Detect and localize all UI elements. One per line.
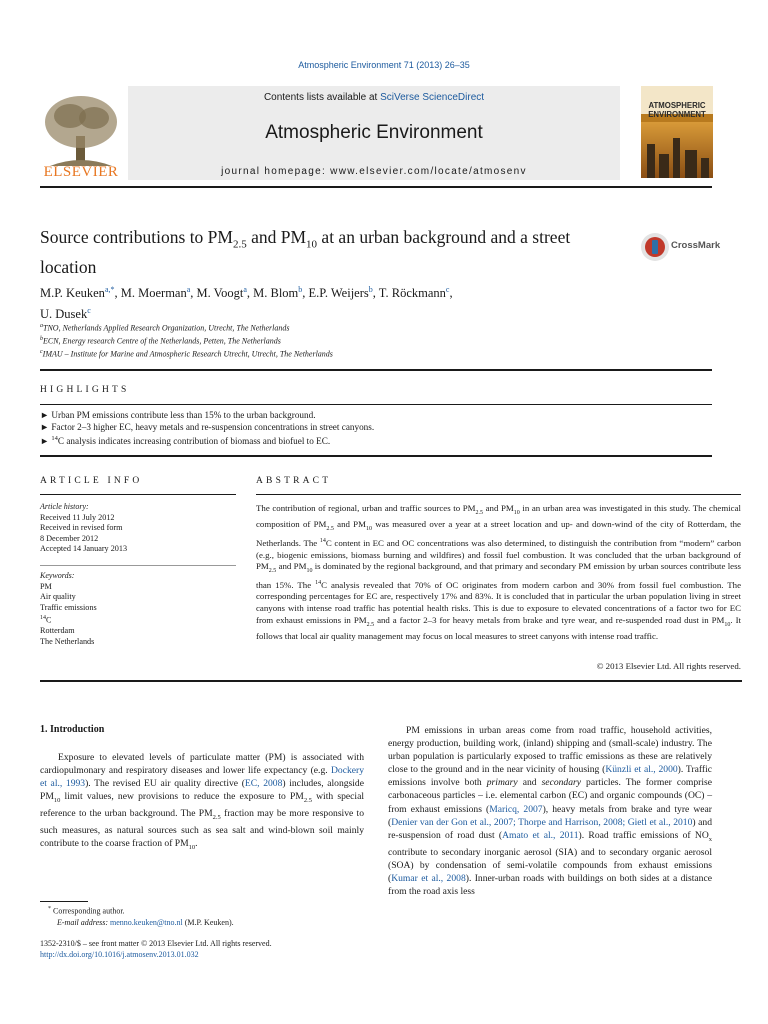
doi-link[interactable]: http://dx.doi.org/10.1016/j.atmosenv.2013.01.032 [40, 950, 199, 959]
abstract-rule-bottom [40, 680, 742, 682]
front-matter-note [40, 938, 272, 960]
issn-line: 1352-2310/$ – see front matter © 2013 Elsevier Ltd. All rights reserved. [40, 939, 272, 948]
keyword: Traffic emissions [40, 602, 97, 612]
highlight-item: ► Urban PM emissions contribute less than 15% to the urban background. [40, 410, 316, 420]
contents-prefix: Contents lists available at [263, 92, 381, 103]
keyword: The Netherlands [40, 636, 95, 646]
crossmark-label: CrossMark [671, 240, 721, 251]
corresponding-author-note: * Corresponding author. E-mail address: menno.keuken@tno.nl (M.P. Keuken). [48, 906, 234, 927]
keyword: PM [40, 581, 52, 591]
crossmark-badge[interactable] [640, 232, 721, 262]
reference-link[interactable]: Kumar et al., 2008 [391, 872, 466, 884]
history-line: Received 11 July 2012 [40, 512, 115, 522]
article-title: Source contributions to $PM_{2.5}$ and $PM_{10}$ at an urban background and a street location [40, 227, 571, 277]
keywords [40, 571, 236, 647]
highlight-item: ► $^{14}$C analysis indicates increasing contribution of biomass and biofuel to EC. [40, 435, 331, 447]
footnote-rule [40, 901, 88, 902]
author[interactable]: E.P. Weijers$^b$, [308, 285, 379, 301]
reference-link[interactable]: Dockery et al., 1993 [40, 765, 364, 790]
affiliation: $^b$ECN, Energy research Centre of the Netherlands, Petten, The Netherlands [40, 336, 281, 346]
reference-link[interactable]: Maricq, 2007 [489, 803, 543, 815]
reference-link[interactable]: Künzli et al., 2000 [605, 764, 678, 776]
intro-paragraph-1: Exposure to elevated levels of particulate matter (PM) is associated with cardiopulmonary and respiratory diseases and lower life expectancy (e.g. Dockery et al., 1993). The revised EU air quality directive (EC, 2008) includes, alongside $PM_{10}$ limit values, new provisions to reduce the exposure to $PM_{2.5}$ with special reference to the urban background. The $PM_{2.5}$ fraction may be more responsive to such measures, as natural sources such as sea salt and wind-blown soil mainly contribute to the coarse fraction of $PM_{10}$. [40, 752, 365, 852]
highlights-rule-top [40, 404, 712, 405]
affiliation: $^a$TNO, Netherlands Applied Research Organization, Utrecht, The Netherlands [40, 323, 290, 333]
abstract-rule [256, 494, 741, 495]
author[interactable]: M. Blom$^b$, [253, 285, 309, 301]
author-email-link[interactable]: menno.keuken@tno.nl [110, 917, 183, 927]
abstract-copyright: © 2013 Elsevier Ltd. All rights reserved. [596, 661, 741, 671]
cover-title-line1: ATMOSPHERIC [648, 101, 706, 110]
author[interactable]: M. Voogt$^a$, [196, 285, 254, 301]
journal-cover-image [641, 86, 713, 178]
highlight-item: ► Factor 2–3 higher EC, heavy metals and re-suspension concentrations in street canyons. [40, 422, 375, 432]
elsevier-logo [40, 92, 122, 182]
author[interactable]: M.P. Keuken$^{a,*}$, [40, 285, 121, 301]
author[interactable]: T. Röckmann$^c$, [378, 285, 453, 301]
reference-link[interactable]: Amato et al., 2011 [502, 829, 579, 841]
header-rule [40, 186, 712, 188]
intro-heading: 1. Introduction [40, 724, 105, 735]
abstract-heading: ABSTRACT [256, 476, 332, 486]
highlights-heading: HIGHLIGHTS [40, 385, 130, 395]
reference-link[interactable]: Denier van der Gon et al., 2007; Thorpe and Harrison, 2008; Gietl et al., 2010 [391, 816, 693, 828]
author[interactable]: M. Moerman$^a$, [120, 285, 197, 301]
section-rule [40, 369, 712, 371]
highlights-rule-bottom [40, 455, 712, 457]
abstract-text: The contribution of regional, urban and traffic sources to $PM_{2.5}$ and $PM_{10}$ in an urban area was investigated in this study. The chemical composition of $PM_{2.5}$ and $PM_{10}$ was measured over a year at a street location and up- and down-wind of the city of Rotterdam, the Netherlands. The $^{14}$C content in EC and OC concentrations was also determined, to distinguish the contribution from “modern” carbon (e.g., biogenic emissions, biomass burning and wildfires) and fossil fuel combustion. It was concluded that the urban background of $PM_{2.5}$ and $PM_{10}$ is dominated by the regional background, and that primary and secondary PM emission by urban sources contribute less than 15%. The $^{14}$C analysis revealed that 70% of OC originates from modern carbon and 30% from fossil fuel combustion. The corresponding percentages for EC are, respectively 17% and 83%. It is concluded that in particular the urban population living in street canyons with intense road traffic has potential health risks. This is due to exposure to elevated concentrations of a factor two for EC from exhaust emissions in $PM_{2.5}$ and a factor 2–3 for heavy metals from brake and tyre wear, and re-suspended road dust in $PM_{10}$. It follows that local air quality management may focus on local measures to street canyons with intense road traffic. [256, 503, 742, 642]
keywords-rule [40, 565, 236, 566]
journal-name: Atmospheric Environment [265, 122, 483, 143]
intro-paragraph-2: PM emissions in urban areas come from road traffic, household activities, energy production, building work, (inland) shipping and (small-scale) industry. The urban population is particularly exposed to traffic emissions as these are relatively close to the ground and in the near vicinity of housing (Künzli et al., 2000). Traffic emissions involve both primary and secondary particles. The former comprise carbonaceous particles – i.e. elemental carbon (EC) and organic compounds (OC) – from exhaust emissions (Maricq, 2007), heavy metals from brake and tyre wear (Denier van der Gon et al., 2007; Thorpe and Harrison, 2008; Gietl et al., 2010) and re-suspension of road dust (Amato et al., 2011). Road traffic emissions of $NO_x$ contribute to secondary inorganic aerosol (SIA) and to secondary organic aerosol (SOA) by condensation of semi-volatile compounds from exhaust emissions (Kumar et al., 2008). Inner-urban roads with buildings on both sides at a distance from the road axis less [388, 725, 713, 898]
reference-link[interactable]: EC, 2008 [244, 778, 283, 790]
journal-citation[interactable]: Atmospheric Environment 71 (2013) 26–35 [298, 60, 470, 70]
cover-title-line2: ENVIRONMENT [648, 110, 706, 119]
contents-line [128, 92, 620, 103]
affiliations [40, 321, 333, 360]
sciencedirect-link[interactable]: SciVerse ScienceDirect [380, 92, 485, 103]
history-line: 8 December 2012 [40, 533, 99, 543]
journal-homepage[interactable]: journal homepage: www.elsevier.com/locate/atmosenv [221, 166, 527, 177]
crossmark-icon [640, 232, 670, 262]
highlights-list [40, 409, 374, 447]
keyword: $^{14}$C [40, 615, 52, 625]
history-label: Article history: [40, 502, 89, 511]
keywords-label: Keywords: [40, 571, 75, 580]
history-line: Accepted 14 January 2013 [40, 544, 128, 553]
article-info-heading: ARTICLE INFO [40, 476, 143, 486]
author-list [40, 281, 640, 323]
publisher-name: ELSEVIER [43, 164, 119, 180]
affiliation: $^c$IMAU – Institute for Marine and Atmospheric Research Utrecht, Utrecht, The Netherlands [40, 349, 333, 359]
article-history [40, 502, 236, 555]
author[interactable]: U. Dusek$^c$ [40, 306, 91, 322]
history-line: Received in revised form [40, 523, 123, 532]
keyword: Air quality [40, 592, 76, 601]
keyword: Rotterdam [40, 626, 75, 636]
article-info-rule [40, 494, 236, 495]
